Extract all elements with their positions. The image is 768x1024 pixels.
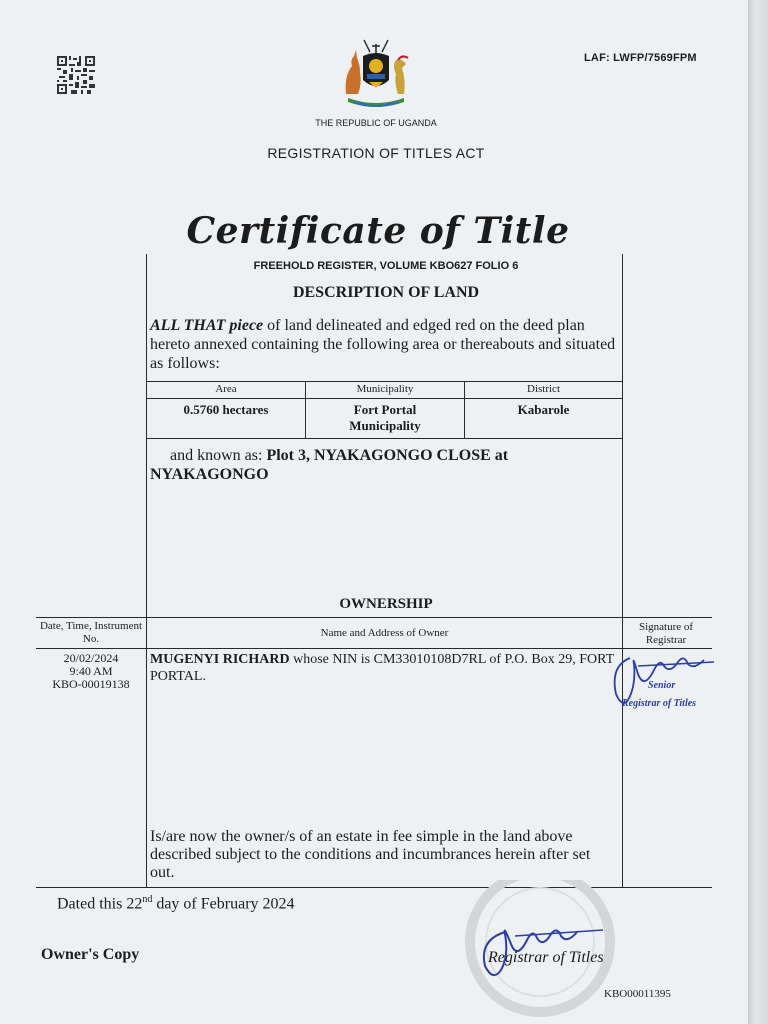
date-column-header: Date, Time, Instrument No. [39, 620, 143, 645]
signature-title-senior: Senior [648, 680, 676, 691]
area-table-header-line [146, 398, 622, 399]
known-as-prefix: and known as: [170, 447, 267, 464]
intro-text: of land delineated and edged red on the deed plan hereto annexed containing the following area or thereabouts and situated as follows: [150, 317, 616, 372]
area-table-bottom [146, 438, 622, 439]
area-column-header: Area [215, 383, 237, 395]
entry-time: 9:40 AM [69, 664, 113, 678]
ownership-clause: Is/are now the owner/s of an estate in fee simple in the land above described subject to the conditions and incumbrances herein after set out. [150, 828, 591, 881]
area-value: 0.5760 hectares [183, 402, 269, 417]
known-as-value: Plot 3, NYAKAGONGO CLOSE at NYAKAGONGO [150, 447, 509, 483]
act-title: REGISTRATION OF TITLES ACT [267, 145, 485, 161]
republic-label: THE REPUBLIC OF UGANDA [315, 118, 437, 128]
certificate-serial: KBO00011395 [604, 988, 671, 1000]
dated-suffix: day of February 2024 [152, 895, 295, 913]
qr-code-icon [57, 56, 95, 94]
ownership-table-top [36, 617, 712, 618]
dated-line [57, 894, 295, 913]
owners-copy-label: Owner's Copy [41, 946, 140, 963]
dated-ordinal: nd [142, 894, 153, 905]
description-intro [150, 316, 620, 373]
owner-name: MUGENYI RICHARD [150, 652, 290, 667]
register-reference: FREEHOLD REGISTER, VOLUME KBO627 FOLIO 6 [253, 260, 519, 272]
known-as-text [150, 446, 618, 484]
entry-date: 20/02/2024 [63, 651, 119, 665]
frame-left-line [146, 254, 147, 888]
signature-title-registrar: Registrar of Titles [622, 698, 697, 709]
owner-entry [150, 651, 618, 685]
description-heading: DESCRIPTION OF LAND [292, 284, 480, 301]
registrar-title: Registrar of Titles [488, 949, 604, 966]
coat-of-arms-icon [336, 36, 416, 116]
owner-details: whose NIN is CM33010108D7RL of P.O. Box 29, FORT PORTAL. [150, 652, 614, 684]
frame-right-line [622, 254, 623, 888]
district-value: Kabarole [517, 402, 570, 417]
area-table-top [146, 381, 622, 382]
intro-emphasis: ALL THAT piece [150, 317, 264, 334]
laf-reference: LAF: LWFP/7569FPM [584, 52, 697, 64]
certificate-title: Certificate of Title [186, 210, 570, 252]
district-column-header: District [527, 383, 560, 395]
ownership-heading: OWNERSHIP [339, 596, 433, 612]
municipality-column-header: Municipality [356, 383, 414, 395]
signature-column-header: Signature of Registrar [638, 621, 694, 646]
registrar-signature [608, 644, 732, 714]
entry-instrument: KBO-00019138 [52, 677, 130, 691]
page-edge [748, 0, 768, 1024]
dated-prefix: Dated this 22 [57, 895, 143, 913]
name-column-header: Name and Address of Owner [320, 627, 449, 639]
municipality-value: Fort Portal Municipality [349, 402, 421, 433]
entry-date-cell [36, 652, 146, 691]
